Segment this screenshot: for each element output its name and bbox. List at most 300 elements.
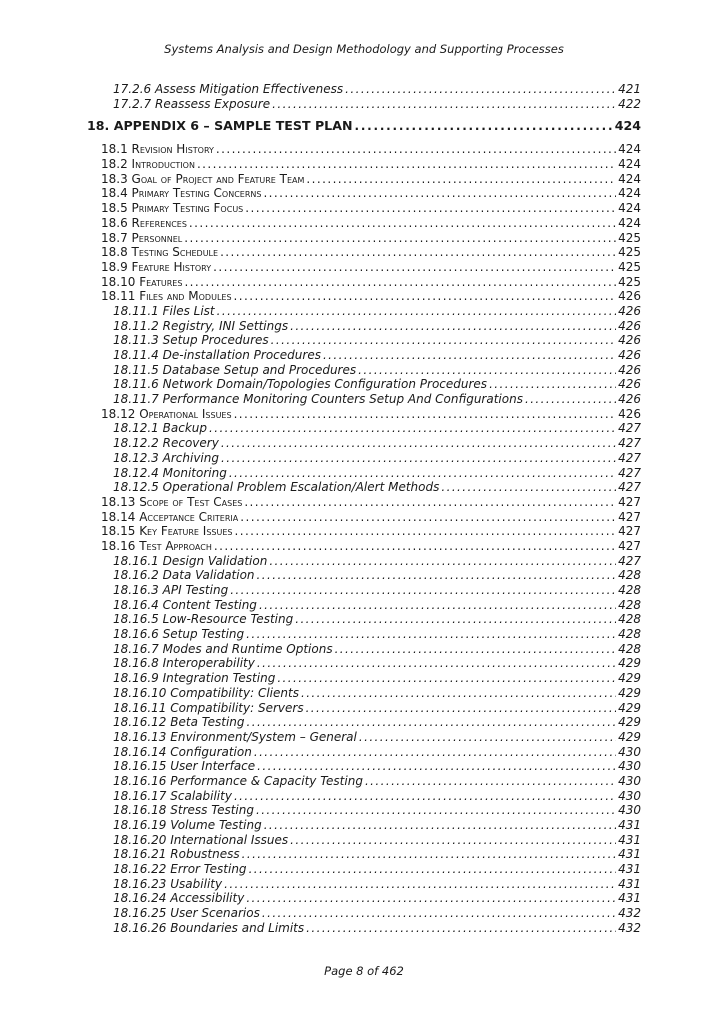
dot-leader (301, 686, 616, 701)
dot-leader (264, 818, 616, 833)
dot-leader (217, 304, 616, 319)
toc-entry-number: 18.12.5 (113, 480, 159, 495)
toc-entry[interactable] (0, 524, 728, 539)
toc-entry-title: References (131, 215, 187, 230)
toc-entry-title: Test Approach (139, 538, 212, 553)
toc-page-number: 429 (618, 656, 641, 671)
toc-page-number: 426 (618, 348, 641, 362)
dot-leader (220, 245, 616, 260)
toc-entry[interactable] (0, 701, 728, 716)
toc-entry-text (113, 451, 221, 466)
toc-entry-number: 18.16.24 (113, 891, 167, 906)
toc-entry-number: 18.16.22 (113, 862, 167, 877)
dot-leader (221, 451, 616, 466)
toc-entry-title: Performance & Capacity Testing (170, 773, 363, 788)
toc-entry[interactable] (0, 612, 728, 627)
toc-entry-number: 18.16.14 (113, 744, 167, 759)
toc-entry-title: Key Feature Issues (139, 524, 233, 539)
toc-entry-number: 18.11.5 (113, 362, 159, 377)
toc-entry-text (113, 759, 257, 774)
toc-entry[interactable] (0, 568, 728, 583)
toc-entry[interactable] (0, 407, 728, 422)
toc-entry-text (101, 289, 234, 304)
toc-entry-text (113, 466, 229, 481)
toc-entry-title: Files List (162, 303, 215, 318)
toc-entry-number: 18.11.1 (113, 303, 159, 318)
toc-entry-number: 17.2.6 (113, 82, 152, 96)
toc-page-number: 427 (618, 436, 641, 451)
toc-page-number: 427 (618, 421, 641, 436)
toc-entry[interactable] (0, 495, 728, 510)
toc-entry-text (101, 407, 234, 422)
toc-entry-number: 18.1 (101, 142, 128, 157)
toc-entry-text (113, 568, 257, 583)
dot-leader (213, 260, 616, 275)
toc-entry-text (113, 583, 230, 598)
toc-entry-number: 18.16.12 (113, 715, 167, 730)
toc-entry-title: Monitoring (162, 465, 227, 480)
toc-entry-number: 18.11.6 (113, 377, 159, 392)
toc-entry-title: Error Testing (170, 862, 247, 877)
toc-page-number: 422 (618, 96, 641, 111)
toc-entry-number: 18.13 (101, 494, 136, 509)
toc-entry[interactable] (0, 730, 728, 745)
toc-entry[interactable] (0, 97, 728, 112)
toc-entry[interactable] (0, 201, 728, 216)
toc-entry-title: Interoperability (162, 656, 255, 671)
toc-entry-title: Testing Schedule (131, 245, 219, 260)
toc-page-number: 424 (618, 157, 641, 172)
dot-leader (365, 774, 616, 789)
toc-page-number: 428 (618, 583, 641, 597)
toc-entry-number: 18.16.10 (113, 685, 167, 700)
toc-entry-number: 18.16.8 (113, 656, 159, 671)
toc-page-number: 427 (618, 538, 641, 553)
toc-entry-text (113, 377, 489, 392)
toc-entry[interactable] (0, 186, 728, 201)
dot-leader (240, 510, 616, 525)
toc-page-number: 424 (618, 171, 641, 186)
toc-page-number: 431 (618, 876, 641, 891)
toc-page-number: 429 (618, 715, 641, 730)
toc-entry-text (113, 421, 209, 436)
toc-page-number: 431 (618, 847, 641, 862)
toc-entry-text (101, 172, 306, 187)
toc-entry-number: 18.16.23 (113, 876, 167, 891)
toc-page-number: 431 (618, 818, 641, 832)
toc-entry[interactable] (0, 275, 728, 290)
toc-entry-text (101, 201, 245, 216)
toc-entry-text (113, 627, 246, 642)
toc-entry-number: 18.16.21 (113, 847, 167, 862)
toc-page-number: 424 (618, 201, 641, 216)
toc-page-number: 424 (614, 118, 641, 134)
toc-entry-title: Registry, INI Settings (162, 318, 289, 333)
toc-entry-number: 18.5 (101, 201, 128, 216)
toc-entry-title: User Interface (170, 759, 256, 774)
toc-entry-number: 18.16.2 (113, 568, 159, 583)
toc-entry[interactable] (0, 451, 728, 466)
toc-entry-number: 18.12.2 (113, 436, 159, 451)
dot-leader (234, 524, 616, 539)
dot-leader (489, 377, 616, 392)
toc-entry-title: Revision History (131, 142, 214, 157)
toc-entry-text (113, 833, 290, 848)
toc-entry-text (113, 818, 264, 833)
toc-entry-number: 18.16 (101, 538, 136, 553)
toc-entry-text (113, 877, 224, 892)
toc-entry-title: Archiving (162, 450, 219, 465)
toc-page-number: 428 (618, 627, 641, 642)
toc-entry-title: Features (139, 274, 183, 289)
toc-entry-title: Configuration (170, 744, 252, 759)
toc-page-number: 425 (618, 274, 641, 289)
toc-entry[interactable] (0, 803, 728, 818)
dot-leader (257, 656, 616, 671)
toc-entry[interactable] (0, 774, 728, 789)
toc-entry-number: 18.9 (101, 259, 128, 274)
toc-entry[interactable] (0, 818, 728, 833)
toc-entry-text (113, 554, 269, 569)
toc-entry-text (113, 436, 221, 451)
dot-leader (234, 407, 617, 422)
toc-entry-title: Database Setup and Procedures (162, 362, 357, 377)
toc-entry-title: Boundaries and Limits (170, 920, 305, 935)
toc-page-number: 430 (618, 773, 641, 788)
toc-entry-title: Setup Testing (162, 627, 245, 642)
toc-entry[interactable] (0, 231, 728, 246)
toc-entry-number: 18.16.18 (113, 803, 167, 818)
toc-entry[interactable] (0, 877, 728, 892)
toc-entry-text (113, 319, 290, 334)
toc-entry-number: 18.16.17 (113, 788, 167, 803)
dot-leader (358, 363, 616, 378)
toc-entry[interactable] (0, 157, 728, 172)
dot-leader (257, 759, 616, 774)
dot-leader (359, 730, 616, 745)
toc-entry-number: 18.16.1 (113, 553, 159, 568)
dot-leader (246, 627, 616, 642)
toc-entry[interactable] (0, 216, 728, 231)
toc-page-number: 431 (618, 891, 641, 906)
toc-page-number: 427 (618, 509, 641, 524)
toc-entry-text (113, 891, 246, 906)
toc-entry-number: 18.12.3 (113, 450, 159, 465)
toc-entry[interactable] (0, 142, 728, 157)
dot-leader (355, 117, 613, 135)
dot-leader (242, 847, 616, 862)
toc-entry-number: 18.4 (101, 186, 128, 201)
toc-entry-text (101, 142, 216, 157)
toc-entry-text (113, 847, 242, 862)
toc-page-number: 431 (618, 832, 641, 847)
toc-page-number: 424 (618, 186, 641, 201)
toc-entry-number: 18.16.6 (113, 627, 159, 642)
toc-page-number: 429 (618, 729, 641, 744)
toc-entry-text (113, 730, 359, 745)
toc-entry-title: Acceptance Criteria (139, 509, 239, 524)
dot-leader (271, 333, 616, 348)
toc-entry[interactable] (0, 583, 728, 598)
dot-leader (335, 642, 617, 657)
toc-entry[interactable] (0, 333, 728, 348)
toc-page-number: 426 (618, 377, 641, 392)
dot-leader (256, 803, 616, 818)
toc-entry-text (113, 921, 306, 936)
dot-leader (229, 466, 616, 481)
dot-leader (221, 436, 616, 451)
toc-page-number: 425 (618, 230, 641, 245)
toc-entry-title: Setup Procedures (162, 333, 269, 348)
toc-appendix-heading[interactable] (0, 117, 728, 135)
toc-entry-text (113, 333, 271, 348)
dot-leader (224, 877, 616, 892)
toc-entry-text (113, 671, 277, 686)
dot-leader (441, 480, 616, 495)
toc-entry[interactable] (0, 245, 728, 260)
dot-leader (197, 157, 616, 172)
toc-entry-number: 18.16.25 (113, 906, 167, 921)
toc-page-number: 427 (618, 494, 641, 509)
toc-page-number: 425 (618, 245, 641, 260)
toc-entry[interactable] (0, 847, 728, 862)
toc-entry-number: 18.16.20 (113, 832, 167, 847)
toc-page-number: 428 (618, 568, 641, 583)
toc-page-number: 429 (618, 671, 641, 686)
dot-leader (246, 891, 616, 906)
toc-page-number: 432 (618, 920, 641, 935)
toc-entry-text (113, 862, 249, 877)
toc-page-number: 428 (618, 597, 641, 612)
toc-page-number: 426 (618, 289, 641, 304)
toc-entry-number: 18.8 (101, 245, 128, 260)
dot-leader (230, 583, 616, 598)
toc-entry[interactable] (0, 466, 728, 481)
toc-page-number: 430 (618, 759, 641, 774)
toc-entry-title: Recovery (162, 436, 219, 451)
toc-entry-title: Robustness (170, 847, 240, 862)
toc-entry-text (113, 480, 441, 495)
toc-entry-number: 18.16.11 (113, 700, 167, 715)
toc-entry-number: 18.2 (101, 157, 128, 172)
toc-entry[interactable] (0, 510, 728, 525)
dot-leader (247, 715, 617, 730)
toc-entry-title: Goal of Project and Feature Team (131, 171, 305, 186)
toc-entry[interactable] (0, 554, 728, 569)
toc-entry-number: 18.11.2 (113, 318, 159, 333)
toc-entry-text (101, 524, 234, 539)
toc-entry[interactable] (0, 598, 728, 613)
toc-entry-text (113, 612, 295, 627)
toc-entry[interactable] (0, 656, 728, 671)
toc-entry-number: 18.16.16 (113, 773, 167, 788)
toc-page-number: 427 (618, 465, 641, 480)
toc-entry-text (113, 348, 323, 363)
toc-entry-title: Accessibility (170, 891, 245, 906)
toc-entry[interactable] (0, 906, 728, 921)
toc-entry-number: 18.11 (101, 289, 136, 304)
toc-page-number: 430 (618, 788, 641, 803)
dot-leader (269, 554, 616, 569)
toc-entry[interactable] (0, 627, 728, 642)
toc-entry-number: 18.16.9 (113, 671, 159, 686)
toc-entry[interactable] (0, 421, 728, 436)
toc-page-number: 427 (618, 480, 641, 495)
toc-entry[interactable] (0, 260, 728, 275)
toc-entry-text (101, 245, 220, 260)
toc-entry-number: 18.16.7 (113, 641, 159, 656)
dot-leader (262, 906, 616, 921)
toc-entry-number: 18.16.5 (113, 612, 159, 627)
toc-entry[interactable] (0, 392, 728, 407)
toc-entry[interactable] (0, 789, 728, 804)
toc-entry-text (113, 97, 272, 112)
toc-entry[interactable] (0, 377, 728, 392)
toc-page-number: 424 (618, 215, 641, 230)
dot-leader (216, 142, 616, 157)
toc-entry[interactable] (0, 715, 728, 730)
dot-leader (245, 201, 616, 216)
toc-entry-title: Data Validation (162, 568, 255, 583)
table-of-contents (0, 82, 728, 936)
dot-leader (257, 568, 617, 583)
toc-entry[interactable] (0, 363, 728, 378)
toc-entry-title: Assess Mitigation Effectiveness (155, 82, 344, 96)
toc-entry[interactable] (0, 686, 728, 701)
toc-entry-text (113, 906, 262, 921)
toc-entry-number: 18.3 (101, 171, 128, 186)
toc-entry-number: 18.12 (101, 406, 136, 421)
toc-page-number: 430 (618, 744, 641, 759)
toc-entry-text (113, 774, 365, 789)
toc-page-number: 431 (618, 862, 641, 877)
toc-entry-number: 18.6 (101, 215, 128, 230)
dot-leader (244, 495, 616, 510)
toc-entry[interactable] (0, 539, 728, 554)
toc-entry-text (101, 186, 263, 201)
toc-entry-text (101, 510, 240, 525)
toc-entry-text (113, 745, 254, 760)
toc-entry-title: API Testing (162, 583, 229, 597)
toc-entry-text (101, 231, 184, 246)
toc-entry[interactable] (0, 289, 728, 304)
toc-entry[interactable] (0, 172, 728, 187)
dot-leader (263, 186, 616, 201)
toc-page-number: 425 (618, 259, 641, 274)
toc-entry[interactable] (0, 745, 728, 760)
dot-leader (306, 701, 617, 716)
toc-entry-number: 18.16.15 (113, 759, 167, 774)
toc-entry[interactable] (0, 319, 728, 334)
toc-entry-title: Files and Modules (139, 289, 232, 304)
toc-entry-title: International Issues (170, 832, 289, 847)
toc-page-number: 430 (618, 803, 641, 818)
toc-page-number: 424 (618, 142, 641, 157)
toc-entry[interactable] (0, 82, 728, 97)
dot-leader (184, 231, 616, 246)
toc-entry[interactable] (0, 759, 728, 774)
toc-entry-number: 18.16.26 (113, 920, 167, 935)
toc-entry[interactable] (0, 436, 728, 451)
toc-page-number: 421 (618, 82, 641, 96)
toc-page-number: 426 (618, 333, 641, 348)
toc-entry-title: Compatibility: Clients (170, 685, 299, 700)
toc-entry-text (113, 715, 247, 730)
dot-leader (345, 82, 616, 97)
dot-leader (259, 598, 616, 613)
toc-entry-text (113, 82, 345, 97)
toc-entry-text (113, 803, 256, 818)
toc-page-number: 427 (618, 553, 641, 568)
toc-entry-text (101, 539, 214, 554)
dot-leader (189, 216, 616, 231)
toc-page-number: 432 (618, 906, 641, 921)
toc-entry-text (113, 304, 217, 319)
toc-entry-title: Reassess Exposure (155, 96, 271, 111)
toc-entry[interactable] (0, 304, 728, 319)
toc-entry-text (113, 363, 358, 378)
toc-entry[interactable] (0, 671, 728, 686)
toc-entry-title: Performance Monitoring Counters Setup And Configurations (162, 392, 523, 407)
dot-leader (254, 745, 616, 760)
toc-entry-number: 18.16.3 (113, 583, 159, 597)
toc-entry[interactable] (0, 921, 728, 936)
toc-entry-title: De-installation Procedures (162, 348, 321, 362)
toc-entry[interactable] (0, 833, 728, 848)
toc-entry-number: 18.15 (101, 524, 136, 539)
running-header: Systems Analysis and Design Methodology and Supporting Processes (164, 42, 564, 56)
toc-entry-text (113, 598, 259, 613)
toc-entry-title: Stress Testing (170, 803, 254, 818)
toc-entry-text (101, 495, 244, 510)
toc-entry[interactable] (0, 348, 728, 363)
toc-page-number: 426 (618, 406, 641, 421)
toc-entry-number: 18.16.13 (113, 729, 167, 744)
toc-entry-text (113, 392, 525, 407)
toc-entry-title: Network Domain/Topologies Configuration Procedures (162, 377, 488, 392)
dot-leader (290, 833, 616, 848)
toc-entry-title: Backup (162, 421, 207, 436)
toc-entry-text (113, 686, 301, 701)
toc-entry[interactable] (0, 891, 728, 906)
toc-page-number: 427 (618, 450, 641, 465)
dot-leader (290, 319, 616, 334)
toc-entry-text (113, 701, 306, 716)
toc-entry[interactable] (0, 642, 728, 657)
toc-entry-title: Content Testing (162, 597, 257, 612)
toc-page-number: 426 (618, 318, 641, 333)
dot-leader (525, 392, 616, 407)
toc-entry-text (101, 157, 197, 172)
toc-entry-number: 18.12.1 (113, 421, 159, 436)
toc-entry-title: Personnel (131, 230, 183, 245)
toc-entry-title: Primary Testing Concerns (131, 186, 262, 201)
dot-leader (209, 421, 616, 436)
toc-entry-text (101, 260, 213, 275)
toc-entry[interactable] (0, 480, 728, 495)
page-footer: Page 8 of 462 (324, 964, 404, 978)
toc-entry-title: Beta Testing (170, 715, 245, 730)
toc-page-number: 426 (618, 362, 641, 377)
toc-entry-text (113, 789, 234, 804)
toc-entry-title: Feature History (131, 259, 212, 274)
toc-entry-title: Usability (170, 876, 223, 891)
toc-entry-number: 17.2.7 (113, 96, 152, 111)
toc-entry-title: Operational Issues (139, 406, 232, 421)
toc-entry[interactable] (0, 862, 728, 877)
toc-entry-title: Scalability (170, 788, 232, 803)
toc-entry-number: 18.10 (101, 274, 136, 289)
